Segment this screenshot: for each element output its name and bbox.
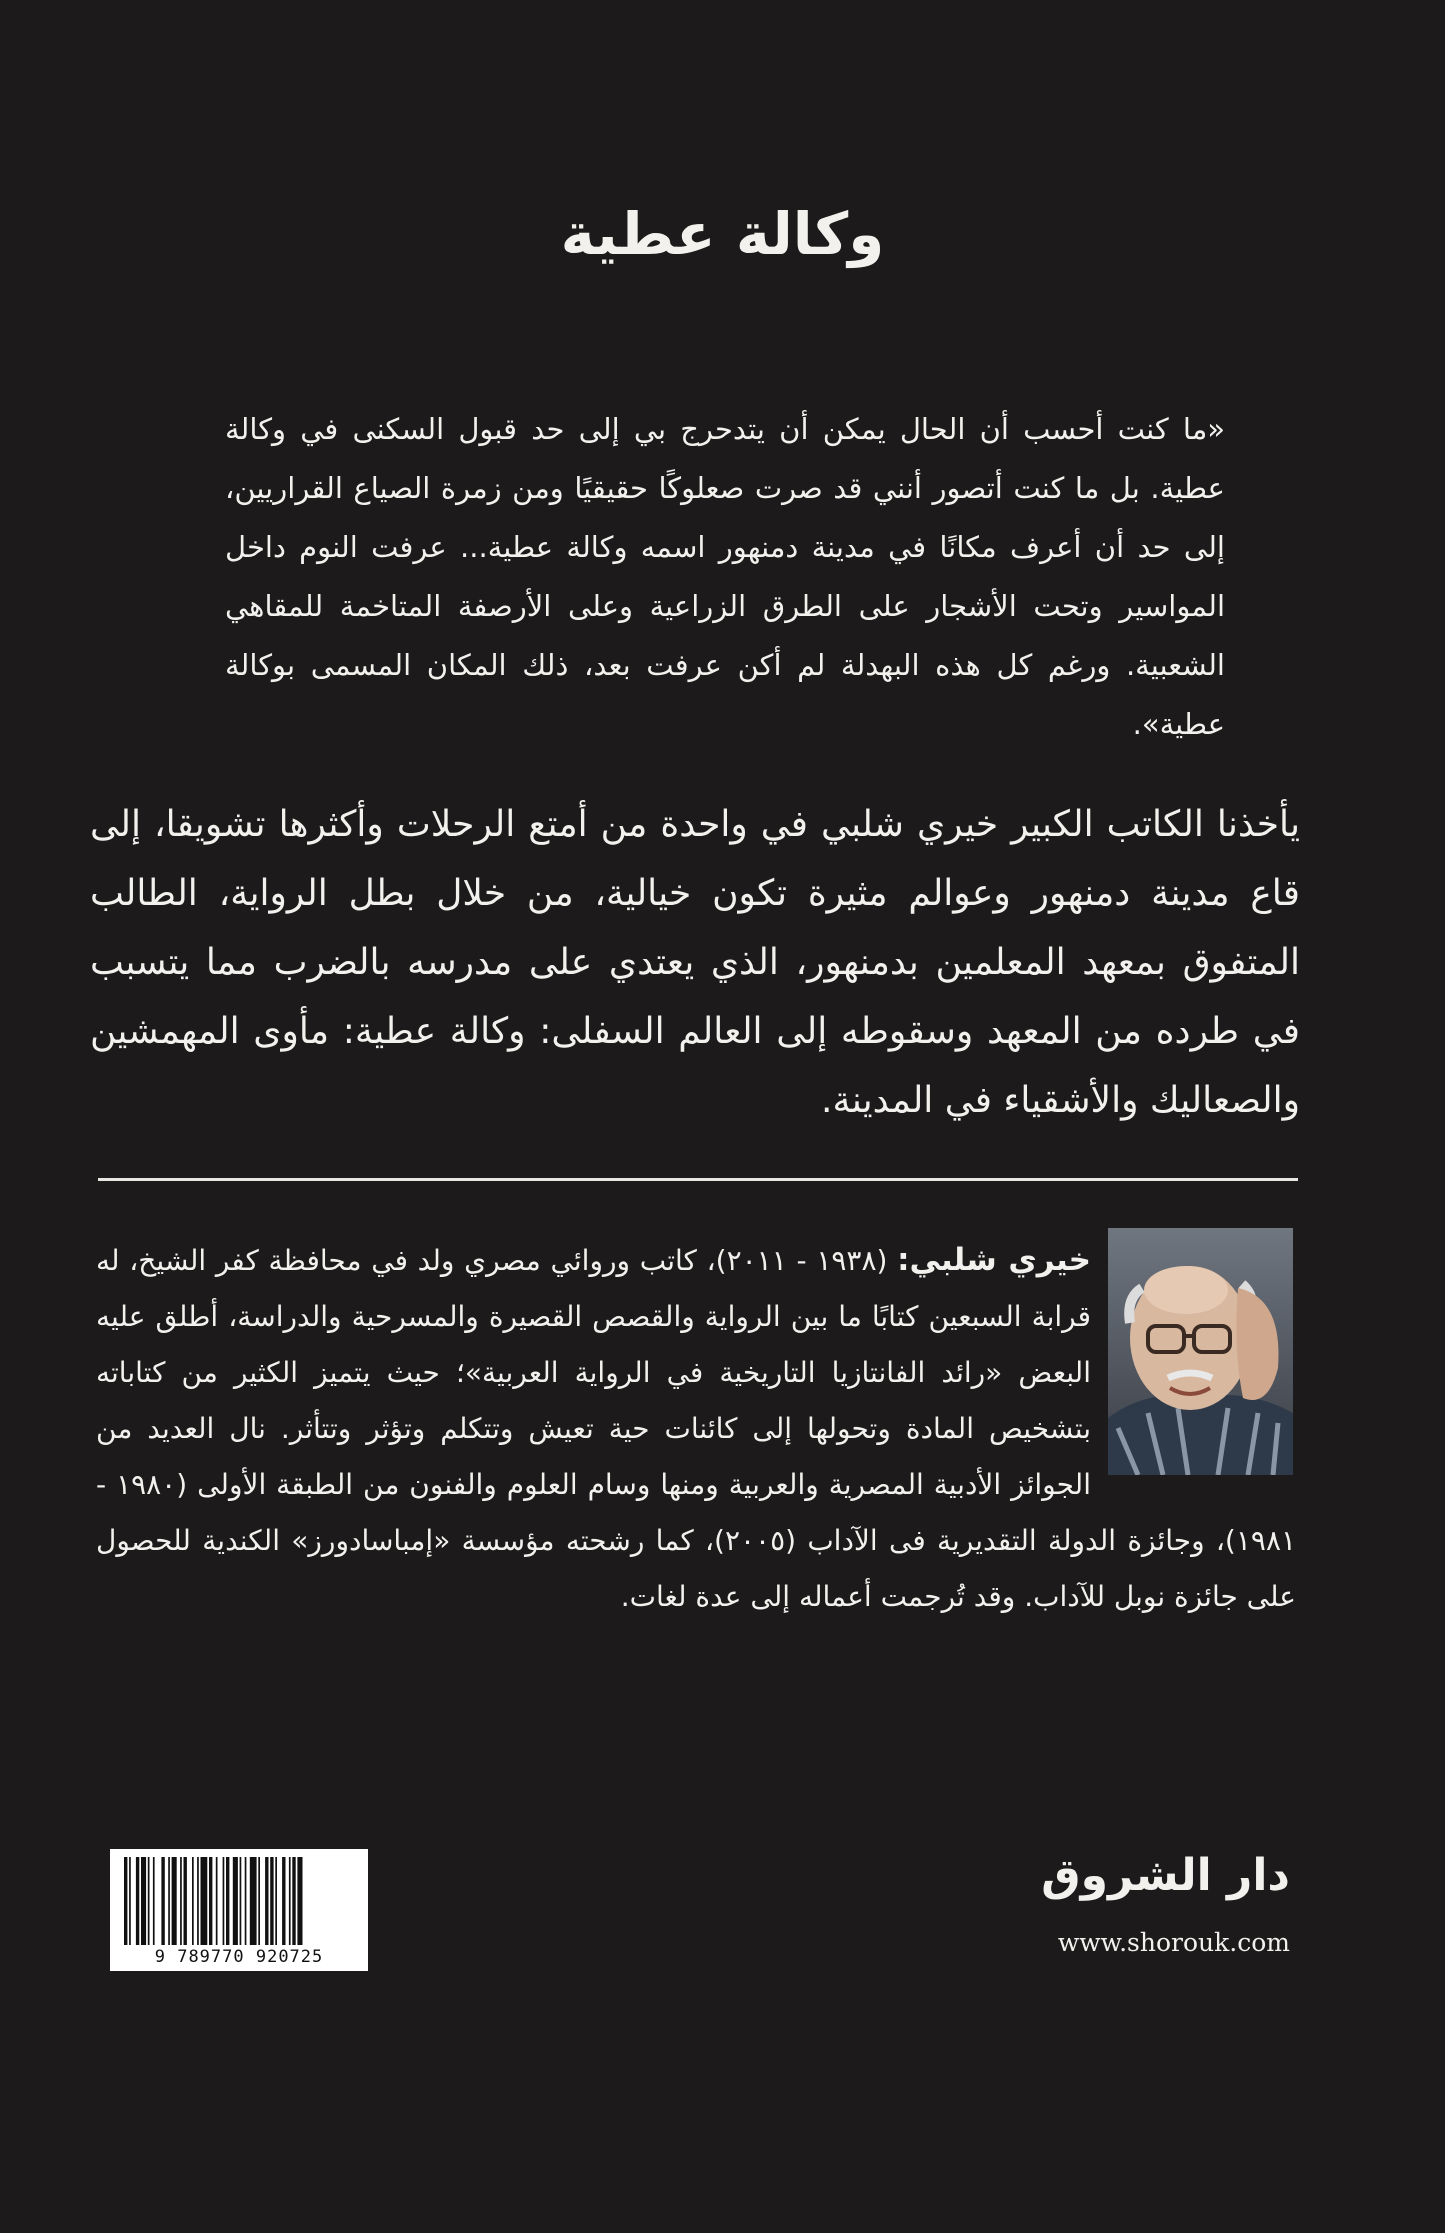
barcode-bar xyxy=(201,1857,208,1945)
barcode-bar xyxy=(172,1857,177,1945)
book-summary: يأخذنا الكاتب الكبير خيري شلبي في واحدة من أمتع الرحلات وأكثرها تشويقا، إلى قاع مدينة دمنهور وعوالم مثيرة تكون خيالية، من خلال بطل الرواية، الطالب المتفوق بمعهد المعلمين بدمنهور، الذي يعتدي على مدرسه بالضرب مما يتسبب في طرده من المعهد وسقوطه إلى العالم السفلى: وكالة عطية: مأوى المهمشين والصعاليك والأشقياء في المدينة. xyxy=(90,804,1300,1121)
barcode-number: 9 789770 920725 xyxy=(154,1947,324,1967)
barcode-bar xyxy=(209,1857,212,1945)
barcode-bar xyxy=(180,1857,182,1945)
barcode-bar xyxy=(297,1857,302,1945)
barcode-bar xyxy=(223,1857,225,1945)
barcode-bar xyxy=(192,1857,194,1945)
section-divider xyxy=(98,1178,1298,1181)
barcode-bar xyxy=(161,1857,164,1945)
barcode-bars xyxy=(110,1857,368,1957)
barcode-bar xyxy=(250,1857,257,1945)
barcode-bar xyxy=(245,1857,247,1945)
barcode-bar xyxy=(141,1857,146,1945)
author-bio xyxy=(96,1232,1296,1625)
excerpt-quote: «ما كنت أحسب أن الحال يمكن أن يتدحرج بي إلى حد قبول السكنى في وكالة عطية. بل ما كنت أتصور أنني قد صرت صعلوكًا حقيقيًا ومن زمرة الصياع القراريين، إلى حد أن أعرف مكانًا في مدينة دمنهور اسمه وكالة عطية... عرفت النوم داخل المواسير وتحت الأشجار على الطرق الزراعية وعلى الأرصفة المتاخمة للمقاهي الشعبية. ورغم كل هذه البهدلة لم أكن عرفت بعد، ذلك المكان المسمى بوكالة عطية». xyxy=(225,412,1225,741)
publisher-logo: دار الشروق xyxy=(1041,1850,1290,1901)
book-title: وكالة عطية xyxy=(560,200,885,268)
barcode-bar xyxy=(240,1857,242,1945)
author-bio-text: (١٩٣٨ - ٢٠١١)، كاتب وروائي مصري ولد في محافظة كفر الشيخ، له قرابة السبعين كتابًا ما بين الرواية والقصص القصيرة والمسرحية والدراسة، أطلق عليه البعض «رائد الفانتازيا التاريخية في الرواية العربية»؛ حيث يتميز الكثير من كتاباته بتشخيص المادة وتحولها إلى كائنات حية تعيش وتتكلم وتؤثر وتتأثر. نال العديد من الجوائز الأدبية المصرية والعربية ومنها وسام العلوم والفنون من الطبقة الأولى (١٩٨٠ - ١٩٨١)، وجائزة الدولة التقديرية فى الآداب (٢٠٠٥)، كما رشحته مؤسسة «إمباسادورز» الكندية للحصول على جائزة نوبل للآداب. وقد تُرجمت أعماله إلى عدة لغات. xyxy=(96,1244,1297,1613)
photo-space xyxy=(1091,1232,1296,1482)
barcode-bar xyxy=(226,1857,229,1945)
isbn-barcode xyxy=(110,1849,368,1971)
barcode-bar xyxy=(289,1857,291,1945)
barcode-bar xyxy=(168,1857,170,1945)
barcode-bar xyxy=(275,1857,277,1945)
publisher-url[interactable]: www.shorouk.com xyxy=(1057,1928,1290,1957)
barcode-bar xyxy=(216,1857,218,1945)
barcode-bar xyxy=(270,1857,273,1945)
barcode-bar xyxy=(124,1857,127,1945)
barcode-bar xyxy=(148,1857,150,1945)
barcode-bar xyxy=(233,1857,238,1945)
barcode-bar xyxy=(265,1857,268,1945)
barcode-bar xyxy=(136,1857,139,1945)
barcode-bar xyxy=(153,1857,155,1945)
barcode-bar xyxy=(282,1857,285,1945)
barcode-bar xyxy=(258,1857,260,1945)
author-name: خيري شلبي: xyxy=(897,1242,1092,1278)
barcode-bar xyxy=(129,1857,131,1945)
barcode-bar xyxy=(197,1857,199,1945)
barcode-bar xyxy=(184,1857,187,1945)
barcode-bar xyxy=(292,1857,295,1945)
